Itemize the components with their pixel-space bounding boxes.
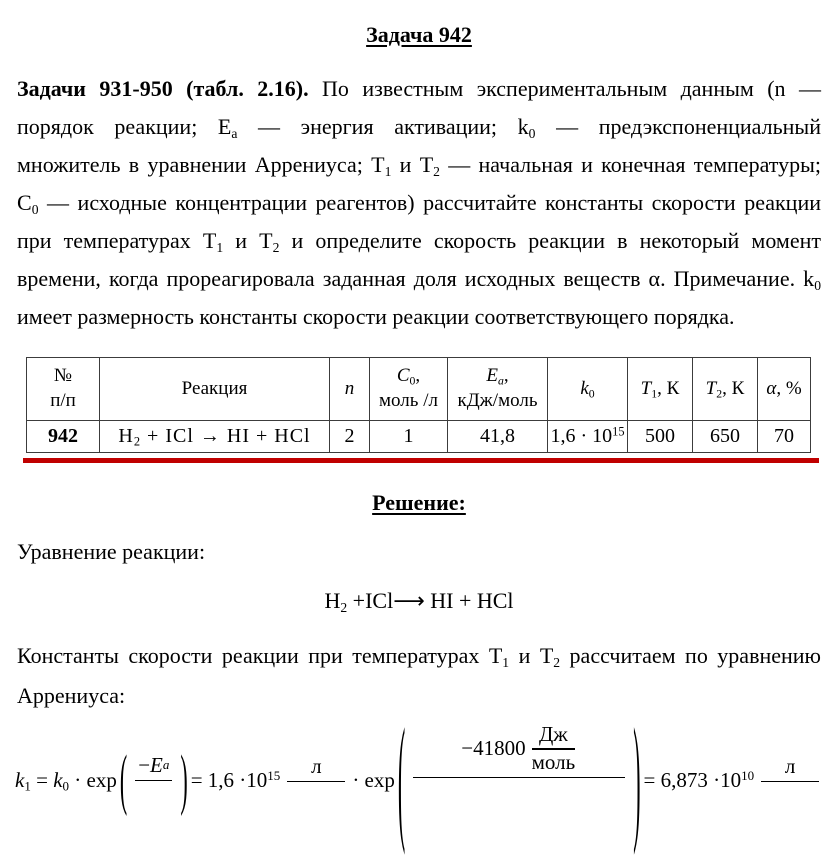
col-t2: $T_2$, К	[693, 358, 758, 421]
statement-line: имеет размерность константы скорости реакции соответствующего порядка.	[17, 304, 735, 329]
statement-line: времени, когда прореагировала заданная доля исходных веществ α. Примечание. $k_0$	[17, 266, 821, 293]
paren-open-icon: (	[397, 696, 406, 857]
col-activation-energy: $E_a$, кДж/моль	[448, 358, 548, 421]
fraction-numerator: л	[784, 753, 796, 778]
statement-line: множитель в уравнении Аррениуса; $Т_1$ и $Т_2$ — начальная и конечная температуры;	[17, 152, 821, 179]
intro-line: Константы скорости реакции при температурах $Т_1$ и $Т_2$ рассчитаем по уравнению	[17, 643, 821, 670]
paren-close-icon: )	[180, 739, 188, 818]
col-number: № п/п	[27, 358, 100, 421]
fraction-unit-1	[282, 754, 350, 807]
col-k0: $k_0$	[548, 358, 628, 421]
paren-open-icon: (	[119, 739, 128, 818]
reaction-equation-label: Уравнение реакции:	[17, 539, 206, 564]
fraction-bar	[287, 781, 345, 783]
reaction-equation: $H_2$ +ICl⟶ HI + HCl	[324, 588, 514, 615]
solution-heading: Решение:	[372, 490, 466, 515]
col-t1: $T_1$, К	[628, 358, 693, 421]
fraction-denominator: моль	[531, 749, 576, 774]
formula-eq2: = $6,873 \cdot 10^{10}$	[643, 767, 755, 792]
fraction-exponent	[408, 722, 630, 838]
cell-activation-energy: 41,8	[448, 421, 548, 453]
formula-dot-exp: · exp	[352, 767, 395, 792]
table-header-row	[27, 358, 811, 421]
formula-eq1: = $1,6 \cdot 10^{15}$	[190, 767, 281, 792]
energy-value: −41800	[461, 735, 526, 760]
paren-close-icon: )	[633, 696, 641, 857]
fraction-bar	[413, 777, 625, 779]
cell-order: 2	[330, 421, 370, 453]
statement-line: порядок реакции; $E_a$ — энергия активации; $k_0$ — предэкспоненциальный	[17, 114, 821, 141]
table-row	[27, 421, 811, 453]
cell-alpha: 70	[758, 421, 811, 453]
fraction-bar	[761, 781, 819, 783]
cell-t2: 650	[693, 421, 758, 453]
fraction-unit-2	[756, 754, 824, 807]
problem-statement	[17, 70, 821, 336]
statement-line: $С_0$ — исходные концентрации реагентов) рассчитайте константы скорости реакции	[17, 190, 821, 217]
data-table	[26, 357, 811, 453]
fraction-bar	[135, 780, 172, 782]
fraction-numerator	[458, 722, 580, 777]
col-reaction: Реакция	[100, 358, 330, 421]
fraction-unit-j-mol	[530, 722, 578, 775]
fraction-numerator: − E a	[138, 752, 170, 777]
fraction-numerator: л	[311, 753, 322, 778]
red-underline	[23, 458, 819, 463]
cell-k0: $1,6 \cdot 10^{15}$	[548, 421, 628, 453]
col-alpha: α, %	[758, 358, 811, 421]
intro-line: Аррениуса:	[17, 683, 126, 708]
statement-line: Задачи 931-950 (табл. 2.16). По известным экспериментальным данным (n —	[17, 76, 821, 101]
cell-concentration: 1	[370, 421, 448, 453]
fraction-numerator: Дж	[538, 721, 568, 746]
col-concentration: $C_0$, моль /л	[370, 358, 448, 421]
cell-number: 942	[27, 421, 100, 453]
formula-lhs: $k_1 = k_0 \cdot \exp$	[15, 767, 117, 794]
fraction-ea	[130, 753, 177, 808]
cell-reaction: $H_2$ + ICl → HI + HCl	[100, 421, 330, 453]
arrhenius-formula	[15, 695, 835, 865]
page-title: Задача 942	[366, 22, 472, 47]
statement-line: при температурах $Т_1$ и $Т_2$ и определите скорость реакции в некоторый момент	[17, 228, 822, 255]
cell-t1: 500	[628, 421, 693, 453]
col-order: n	[330, 358, 370, 421]
